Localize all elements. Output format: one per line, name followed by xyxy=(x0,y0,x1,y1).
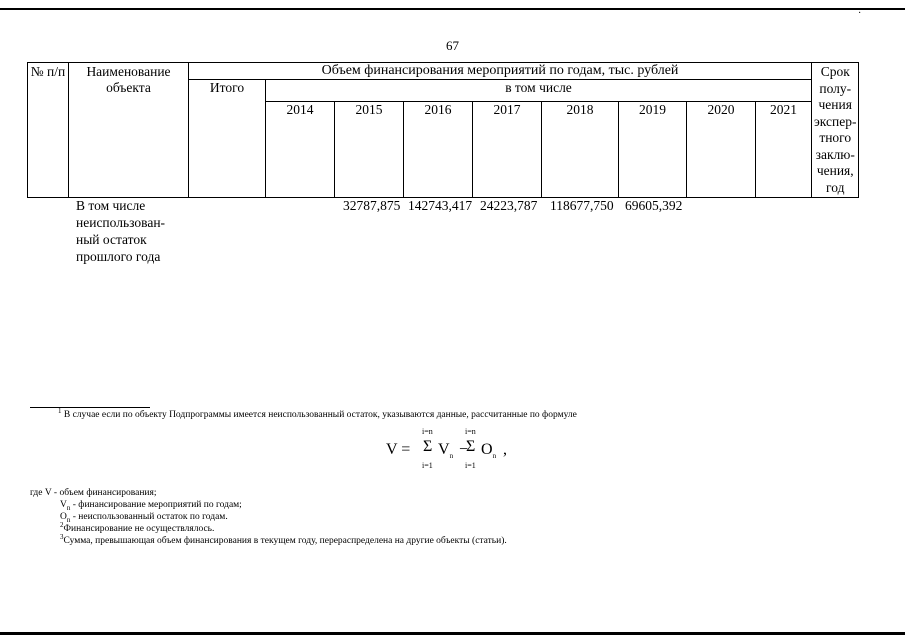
year-2020: 2020 xyxy=(687,102,756,198)
footnote-on: $O_n$ - неиспользованный остаток по годам. xyxy=(60,512,228,524)
footnote-separator xyxy=(30,407,150,408)
formula-lhs: V = xyxy=(386,441,411,458)
header-including: в том числе xyxy=(266,80,812,102)
formula-lower-1: i=1 xyxy=(422,461,433,470)
footnote-1-mark: 1 xyxy=(58,406,62,415)
header-num: № п/п xyxy=(28,63,69,198)
formula-upper-2: i=n xyxy=(465,427,476,436)
scan-dot: · xyxy=(858,8,862,19)
formula-end: , xyxy=(503,441,507,458)
header-total: Итого xyxy=(189,80,266,198)
top-rule xyxy=(0,8,905,10)
remainder-2018: 118677,750 xyxy=(550,198,614,213)
remainder-2019: 69605,392 xyxy=(625,198,683,213)
formula xyxy=(380,425,530,473)
footnote-2: $^2$Финансирование не осуществлялось. xyxy=(60,520,215,534)
formula-upper-1: i=n xyxy=(422,427,433,436)
remainder-2015: 32787,875 xyxy=(343,198,401,213)
footnote-where-v: где V - объем финансирования; xyxy=(30,488,157,498)
year-2021: 2021 xyxy=(756,102,812,198)
footnote-3: $^3$Сумма, превышающая объем финансирования в текущем году, перераспределена на другие объекты (статьи). xyxy=(60,532,507,546)
year-2018: 2018 xyxy=(542,102,619,198)
year-2015: 2015 xyxy=(335,102,404,198)
year-2019: 2019 xyxy=(619,102,687,198)
year-2017: 2017 xyxy=(473,102,542,198)
remainder-2017: 24223,787 xyxy=(480,198,538,213)
formula-term2: $O_n$ xyxy=(481,441,497,461)
header-name: Наименование объекта xyxy=(69,63,189,198)
footnote-vn: $V_n$ - финансирование мероприятий по годам; xyxy=(60,500,242,512)
header-volume: Объем финансирования мероприятий по годам, тыс. рублей xyxy=(189,63,812,80)
financing-table xyxy=(27,62,859,198)
remainder-label: В том числе неиспользован-ный остаток прошлого года xyxy=(76,198,166,264)
remainder-2016: 142743,417 xyxy=(408,198,473,213)
formula-sum-1: Σ xyxy=(423,438,433,455)
page-number: 67 xyxy=(446,38,459,53)
formula-minus: − xyxy=(459,441,469,458)
formula-lower-2: i=1 xyxy=(465,461,476,470)
bottom-rule xyxy=(0,632,905,635)
year-2014: 2014 xyxy=(266,102,335,198)
formula-sum-2: Σ xyxy=(466,438,476,455)
header-term: Срок полу-чения экспер-тного заклю-чения, год xyxy=(812,63,859,198)
footnote-1-text: В случае если по объекту Подпрограммы имеется неиспользованный остаток, указываются данные, рассчитанные по формуле xyxy=(63,410,577,420)
year-2016: 2016 xyxy=(404,102,473,198)
footnote-1 xyxy=(58,406,577,421)
formula-term1: $V_n$ xyxy=(438,441,454,461)
